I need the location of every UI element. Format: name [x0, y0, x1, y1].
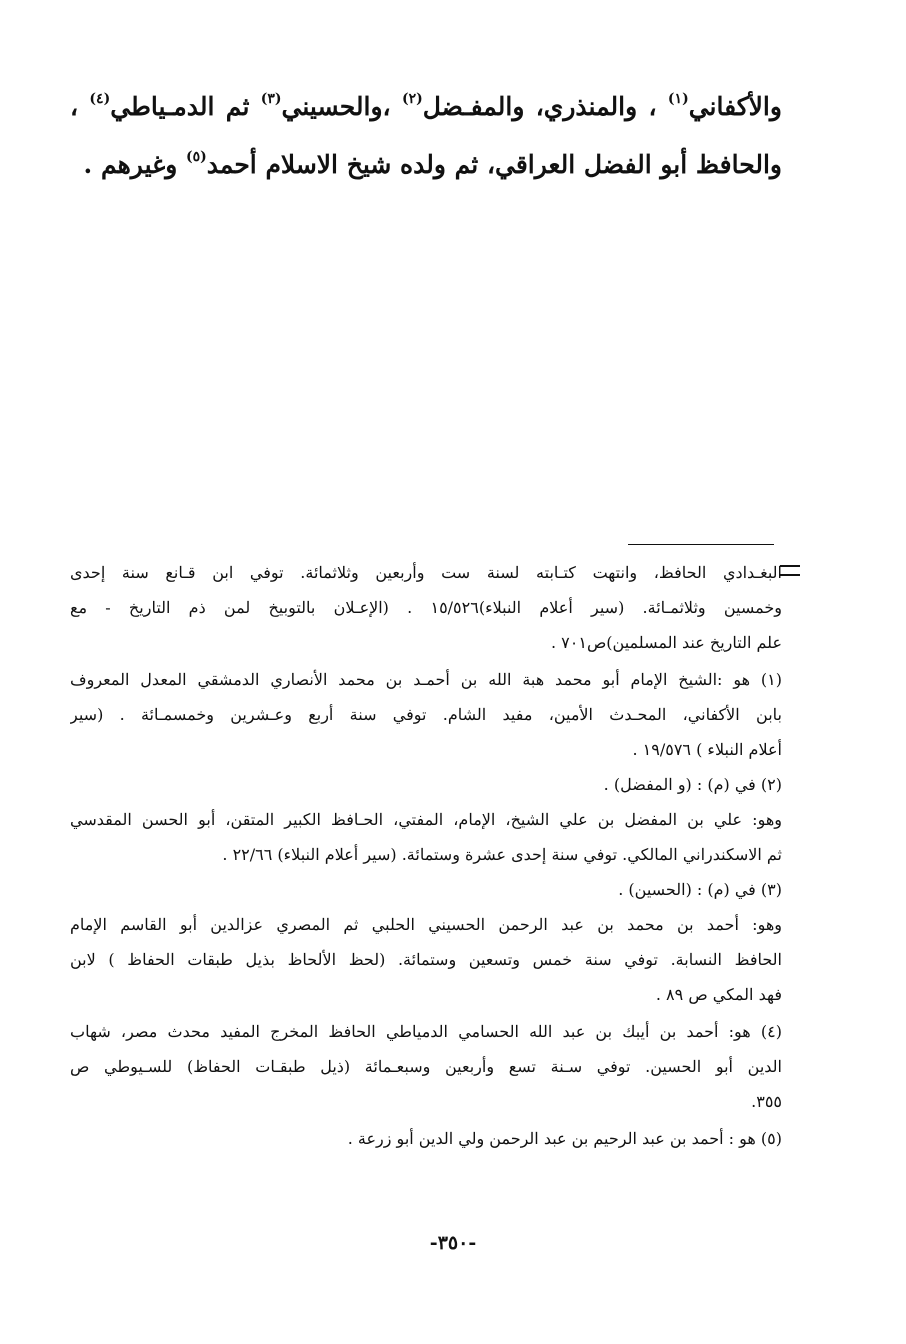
- footnote-4: [70, 1014, 782, 1119]
- footnote-line: وهو: علي بن المفضل بن علي الشيخ، الإمام، المفتي، الحـافظ الكبير المتقن، أبو الحسن المقدسي: [70, 810, 782, 829]
- footnote-line: علم التاريخ عند المسلمين)ص٧٠١ .: [551, 633, 782, 652]
- main-text-segment: وغيرهم .: [83, 150, 178, 179]
- footnote-2: [70, 767, 782, 872]
- main-text-segment: ،والحسيني: [281, 92, 391, 121]
- main-text-line-2: [70, 136, 782, 194]
- main-text-segment: ثم الدمـياطي: [110, 92, 250, 121]
- footnotes-section: [70, 555, 782, 1156]
- footnote-ref-3: (٣): [260, 91, 282, 107]
- footnote-3: [70, 872, 782, 1012]
- footnote-continuation: [70, 555, 782, 660]
- continuation-mark: [780, 565, 800, 576]
- footnote-line: وهو: أحمد بن محمد بن عبد الرحمن الحسيني الحلبي ثم المصري عزالدين أبو القاسم الإمام: [70, 915, 782, 934]
- page-number: -٣٥٠-: [429, 1232, 477, 1254]
- footnote-ref-5: (٥): [185, 149, 207, 165]
- footnote-line: الدين أبو الحسين. توفي سـنة تسع وأربعين وسبعـمائة (ذيل طبقـات الحفاظ) للسـيوطي ص: [70, 1057, 782, 1076]
- footnote-line: (٢) في (م) : (و المفضل) .: [603, 775, 782, 794]
- footnote-line: أعلام النبلاء ) ١٩/٥٧٦ .: [632, 740, 782, 759]
- footnote-line: الحافظ النسابة. توفي سنة خمس وتسعين وستمائة. (لحظ الألحاظ بذيل طبقات الحفاظ ) لابن: [70, 950, 782, 969]
- footnote-ref-1: (١): [667, 91, 689, 107]
- main-text-segment: والحافظ أبو الفضل العراقي، ثم ولده شيخ الاسلام أحمد: [206, 150, 782, 179]
- footnote-1: [70, 662, 782, 767]
- main-text-segment: والأكفاني: [688, 92, 782, 121]
- footnote-line: البغـدادي الحافظ، وانتهت كتـابته لسنة ست وأربعين وثلاثمائة. توفي ابن قـانع سنة إحدى: [70, 563, 782, 582]
- main-text-line-1: [70, 78, 782, 136]
- footnote-line: فهد المكي ص ٨٩ .: [655, 985, 782, 1004]
- footnote-line: (١) هو :الشيخ الإمام أبو محمد هبة الله بن أحمـد بن محمد الأنصاري الدمشقي المعدل المعروف: [70, 670, 782, 689]
- footnote-line: (٥) هو : أحمد بن عبد الرحيم بن عبد الرحمن ولي الدين أبو زرعة .: [347, 1129, 782, 1148]
- footnote-line: وخمسين وثلاثمـائة. (سير أعلام النبلاء)١٥/٥٢٦ . (الإعـلان بالتوبيخ لمن ذم التاريخ - مع: [70, 598, 782, 617]
- footnote-line: (٤) هو: أحمد بن أيبك بن عبد الله الحسامي الدمياطي الحافظ المخرج المفيد محدث مصر، شهاب: [70, 1022, 782, 1041]
- footnote-line: ثم الاسكندراني المالكي. توفي سنة إحدى عشرة وستمائة. (سير أعلام النبلاء) ٢٢/٦٦ .: [222, 845, 782, 864]
- main-text-segment: ، والمنذري، والمفـضل: [422, 92, 657, 121]
- main-text-segment: ،: [70, 92, 79, 121]
- footnote-ref-4: (٤): [89, 91, 111, 107]
- footnote-separator-rule: [628, 544, 774, 545]
- footnote-line: بابن الأكفاني، المحـدث الأمين، مفيد الشام. توفي سنة أربع وعـشرين وخمسمـائة . (سير: [70, 705, 782, 724]
- footnote-ref-2: (٢): [401, 91, 423, 107]
- footnote-line: (٣) في (م) : (الحسين) .: [618, 880, 782, 899]
- main-text: [70, 78, 782, 194]
- footnote-line: ٣٥٥.: [751, 1092, 782, 1111]
- footnote-5: [70, 1121, 782, 1156]
